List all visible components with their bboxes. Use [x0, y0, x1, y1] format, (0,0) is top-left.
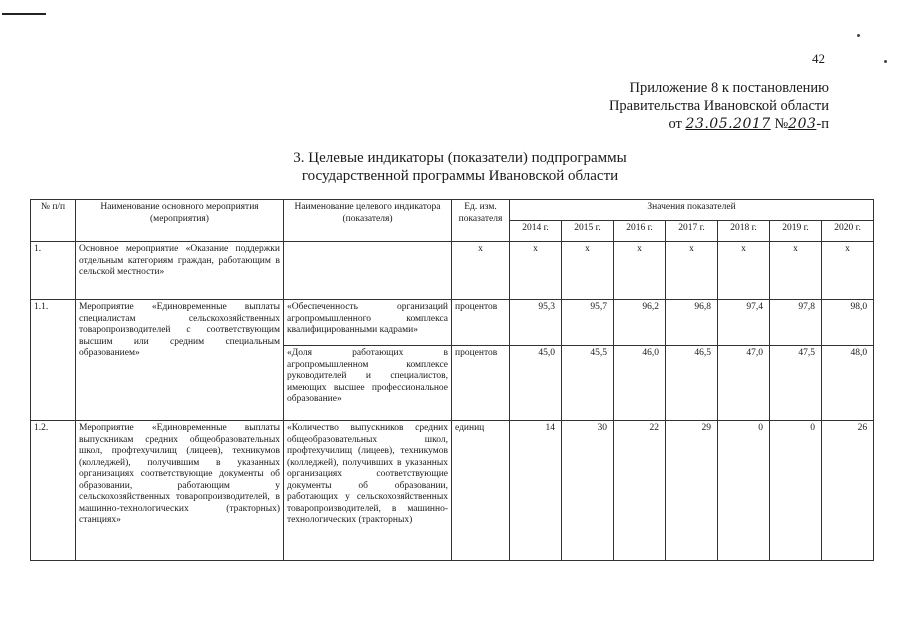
- table-row: [31, 242, 874, 300]
- annex-line-2: Правительства Ивановской области: [608, 98, 829, 114]
- row-value: 97,8: [770, 300, 822, 346]
- row-num: 1.2.: [31, 421, 76, 561]
- row-value: х: [562, 242, 614, 300]
- header-year: 2015 г.: [562, 221, 614, 242]
- row-value: 14: [510, 421, 562, 561]
- row-value: 95,7: [562, 300, 614, 346]
- title-line-2: государственной программы Ивановской области: [301, 168, 619, 184]
- header-year: 2019 г.: [770, 221, 822, 242]
- row-value: х: [770, 242, 822, 300]
- handwritten-number: 203: [788, 116, 817, 132]
- title-line-1: 3. Целевые индикаторы (показатели) подпрограммы: [293, 150, 627, 166]
- row-num: 1.: [31, 242, 76, 300]
- table-row: [31, 300, 874, 346]
- row-value: 97,4: [718, 300, 770, 346]
- header-year: 2014 г.: [510, 221, 562, 242]
- annex-block: [609, 79, 829, 133]
- header-year: 2020 г.: [822, 221, 874, 242]
- row-value: 0: [718, 421, 770, 561]
- row-indicator: «Обеспеченность организаций агропромышленного комплекса квалифицированными кадрами»: [284, 300, 452, 346]
- indicators-table: [30, 199, 874, 561]
- header-indicator: Наименование целевого индикатора (показателя): [284, 200, 452, 242]
- row-value: 0: [770, 421, 822, 561]
- row-value: 48,0: [822, 346, 874, 421]
- row-value: 46,0: [614, 346, 666, 421]
- row-indicator: «Доля работающих в агропромышленном комплексе руководителей и специалистов, имеющих высшее профессиональное образование»: [284, 346, 452, 421]
- row-value: 26: [822, 421, 874, 561]
- row-unit: процентов: [452, 300, 510, 346]
- header-row: [31, 200, 874, 221]
- row-activity: Мероприятие «Единовременные выплаты специалистам сельскохозяйственных товаропроизводителей с соответствующим высшим или средним специальным образованием»: [76, 300, 284, 421]
- row-num: 1.1.: [31, 300, 76, 421]
- row-unit: единиц: [452, 421, 510, 561]
- speck: [857, 34, 860, 37]
- row-value: 96,2: [614, 300, 666, 346]
- row-activity: Основное мероприятие «Оказание поддержки отдельным категориям граждан, работающим в сельской местности»: [76, 242, 284, 300]
- number-prefix: №: [774, 116, 789, 132]
- row-value: х: [614, 242, 666, 300]
- date-prefix: от: [668, 116, 682, 132]
- top-rule: [2, 13, 46, 15]
- row-value: 96,8: [666, 300, 718, 346]
- header-values: Значения показателей: [510, 200, 874, 221]
- row-value: 45,5: [562, 346, 614, 421]
- header-num: № п/п: [31, 200, 76, 242]
- header-year: 2018 г.: [718, 221, 770, 242]
- row-value: 98,0: [822, 300, 874, 346]
- annex-line-1: Приложение 8 к постановлению: [629, 80, 829, 96]
- row-activity: Мероприятие «Единовременные выплаты выпускникам средних общеобразовательных школ, профтехучилищ (лицеев), техникумов (колледжей), получившим в указанных организациях соответствующие документы об образовании, работающим у сельскохозяйственных товаропроизводителей, в машинно-технологических (тракторных) станциях»: [76, 421, 284, 561]
- row-unit: процентов: [452, 346, 510, 421]
- row-value: 47,5: [770, 346, 822, 421]
- speck: [884, 60, 887, 63]
- header-year: 2016 г.: [614, 221, 666, 242]
- row-value: х: [666, 242, 718, 300]
- table-row: [31, 421, 874, 561]
- row-value: 46,5: [666, 346, 718, 421]
- row-value: х: [718, 242, 770, 300]
- row-value: 22: [614, 421, 666, 561]
- header-unit: Ед. изм. показателя: [452, 200, 510, 242]
- header-year: 2017 г.: [666, 221, 718, 242]
- document-title: [250, 149, 670, 185]
- row-indicator: [284, 242, 452, 300]
- handwritten-date: 23.05.2017: [685, 116, 771, 132]
- row-value: 95,3: [510, 300, 562, 346]
- row-value: 45,0: [510, 346, 562, 421]
- row-value: 29: [666, 421, 718, 561]
- row-value: 47,0: [718, 346, 770, 421]
- number-suffix: -п: [816, 116, 829, 132]
- annex-line-3: [609, 115, 829, 133]
- row-value: х: [510, 242, 562, 300]
- page-number: 42: [812, 51, 825, 66]
- header-activity: Наименование основного мероприятия (мероприятия): [76, 200, 284, 242]
- row-value: х: [822, 242, 874, 300]
- row-value: 30: [562, 421, 614, 561]
- row-indicator: «Количество выпускников средних общеобразовательных школ, профтехучилищ (лицеев), техникумов (колледжей), получивших в указанных организациях соответствующие документы об образовании, работающих у сельскохозяйственных товаропроизводителей, в машинно-технологических (тракторных): [284, 421, 452, 561]
- row-unit: х: [452, 242, 510, 300]
